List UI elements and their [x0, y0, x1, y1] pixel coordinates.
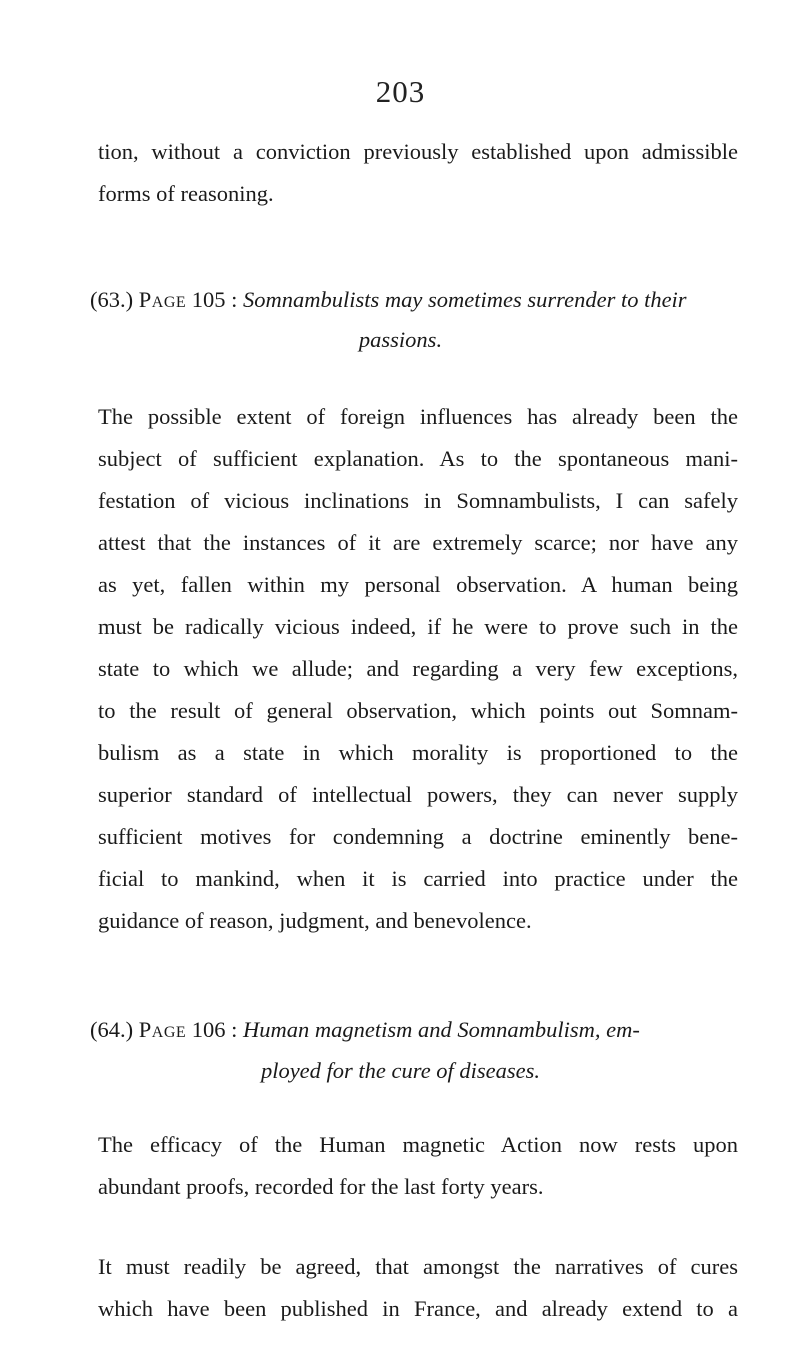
note-64-title-continued: ployed for the cure of diseases. — [260, 1058, 541, 1083]
text-line: state to which we allude; and regarding a very few exceptions, — [98, 656, 738, 681]
note-63-page-word: Page — [138, 287, 187, 312]
text-line: guidance of reason, judgment, and benevolence. — [98, 908, 532, 933]
note-63-title-continued: passions. — [358, 327, 443, 352]
text-line: must be radically vicious indeed, if he were to prove such in the — [98, 614, 738, 639]
text-line: ficial to mankind, when it is carried into practice under the — [98, 866, 738, 891]
text-line: festation of vicious inclinations in Somnambulists, I can safely — [98, 488, 738, 513]
text-line: abundant proofs, recorded for the last forty years. — [98, 1174, 544, 1199]
note-64-title: Human magnetism and Somnambulism, em- — [243, 1017, 640, 1042]
text-line: tion, without a conviction previously established upon admissible — [98, 139, 738, 164]
note-63-heading — [90, 286, 687, 314]
note-64-page-ref: 106 : — [191, 1017, 238, 1042]
text-line: The possible extent of foreign influences has already been the — [98, 404, 738, 429]
text-line: superior standard of intellectual powers, they can never supply — [98, 782, 738, 807]
note-63-page-ref: 105 : — [191, 287, 238, 312]
note-63-title: Somnambulists may sometimes surrender to their — [243, 287, 687, 312]
note-63-number: (63.) — [90, 287, 134, 312]
page-number: 203 — [375, 74, 426, 109]
text-line: It must readily be agreed, that amongst the narratives of cures — [98, 1254, 738, 1279]
text-line: as yet, fallen within my personal observation. A human being — [98, 572, 738, 597]
note-64-page-word: Page — [138, 1017, 187, 1042]
text-line: subject of sufficient explanation. As to the spontaneous mani- — [98, 446, 738, 471]
text-line: forms of reasoning. — [98, 181, 274, 206]
text-line: to the result of general observation, which points out Somnam- — [98, 698, 738, 723]
text-line: The efficacy of the Human magnetic Action now rests upon — [98, 1132, 738, 1157]
note-64-number: (64.) — [90, 1017, 134, 1042]
text-line: which have been published in France, and already extend to a — [98, 1296, 738, 1321]
text-line: bulism as a state in which morality is proportioned to the — [98, 740, 738, 765]
text-line: sufficient motives for condemning a doctrine eminently bene- — [98, 824, 738, 849]
text-line: attest that the instances of it are extremely scarce; nor have any — [98, 530, 738, 555]
note-64-heading — [90, 1016, 640, 1044]
